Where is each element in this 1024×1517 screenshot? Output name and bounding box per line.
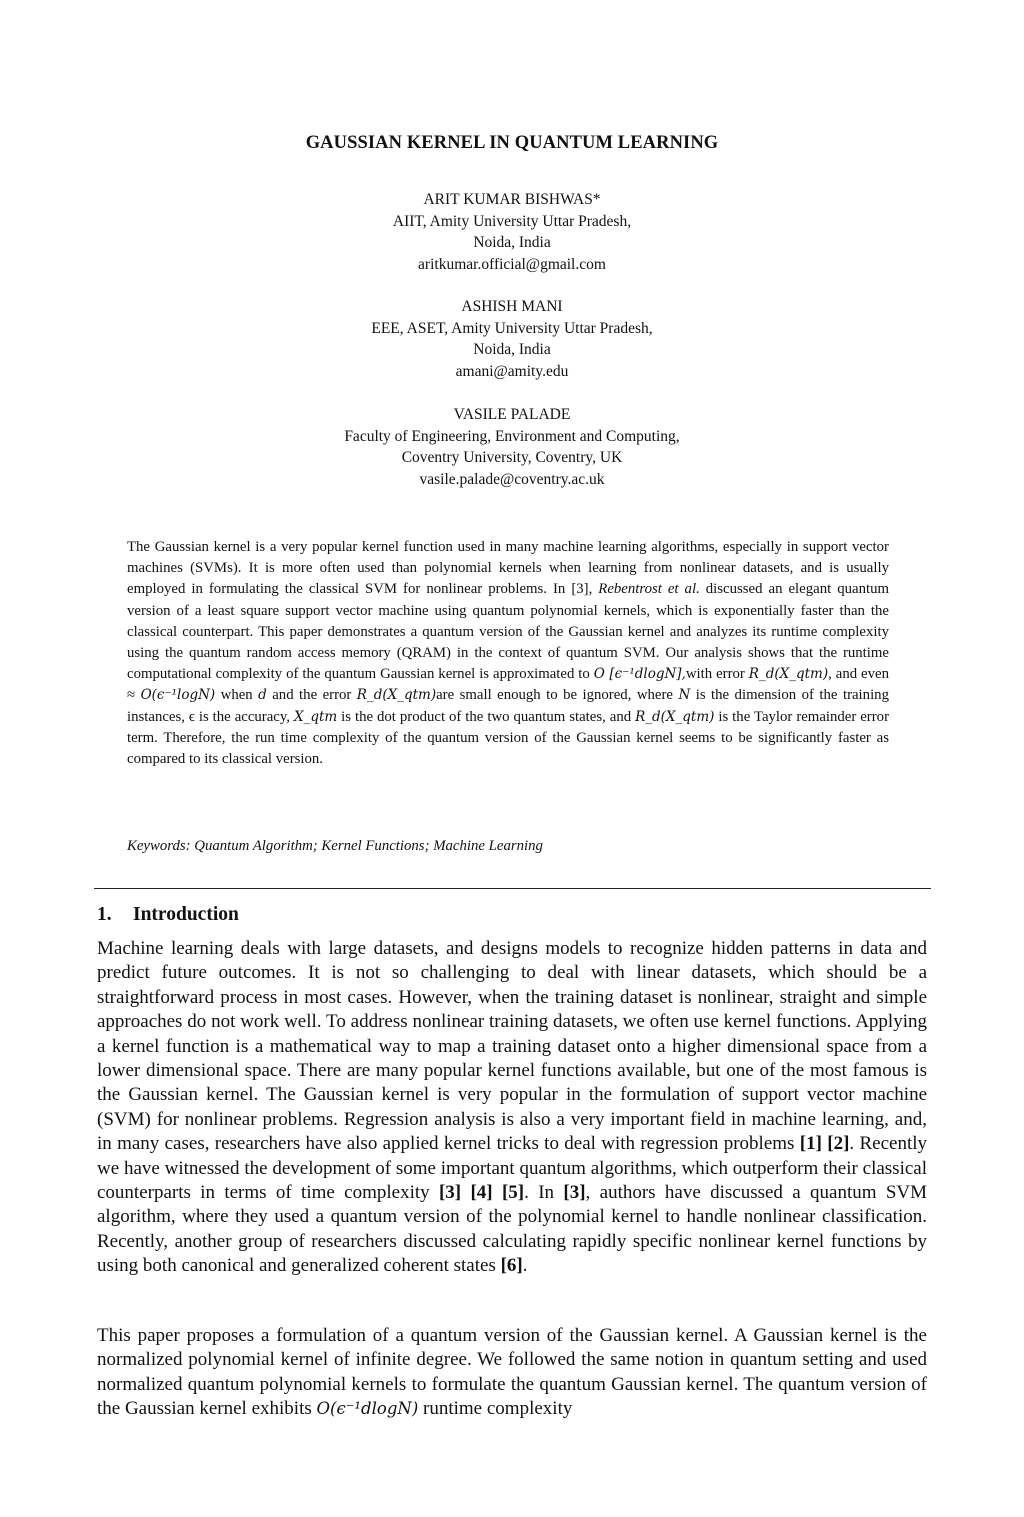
author-affiliation: EEE, ASET, Amity University Uttar Pradesh, (371, 319, 653, 337)
body-text: , authors have discussed a quantum SVM algorithm, where they used a quantum version of the polynomial kernel to handle nonlinear classification. Recently, another group of researchers discussed calculating rapidly specific nonlinear kernel functions by using both canonical and generalized coherent states (97, 1182, 928, 1277)
math-expression: R_d(X_qtm) (635, 708, 715, 725)
citation: [6] (500, 1255, 523, 1277)
body-text: . In (524, 1182, 564, 1204)
abstract-text: , and even ≈ (127, 666, 889, 704)
abstract-text: discussed an elegant quantum version of a least square support vector machine using quantum polynomial kernels, which is exponentially faster than the classical counterpart. This paper demonstrates a quantum version of the Gaussian kernel and analyzes its runtime complexity using the quantum random access memory (QRAM) in the context of quantum SVM. Our analysis shows that the runtime computational complexity of the quantum Gaussian kernel is approximated to (127, 581, 889, 683)
intro-paragraph-2 (97, 1324, 927, 1422)
author-email: aritkumar.official@gmail.com (418, 255, 606, 273)
author-block-3 (0, 404, 1024, 490)
author-location: Noida, India (473, 341, 551, 358)
abstract-text: with error (685, 666, 749, 683)
math-expression: O [ϵ⁻¹dlogN], (593, 666, 686, 683)
abstract-text: The Gaussian kernel is a very popular kernel function used in many machine learning algorithms, especially in support vector machines (SVMs). It is more often used than polynomial kernels when learning from nonlinear datasets, and is usually employed in formulating the classical SVM for nonlinear problems. In [3], (127, 539, 889, 598)
section-number: 1. (97, 904, 112, 925)
citation: [3] (438, 1182, 462, 1204)
author-block-1 (0, 189, 1024, 275)
math-expression: N (678, 687, 691, 704)
math-expression: X_qtm (293, 708, 338, 725)
citation: [1] (799, 1133, 822, 1155)
citation: [3] (563, 1182, 586, 1204)
citation: [4] (470, 1182, 493, 1204)
author-email: vasile.palade@coventry.ac.uk (419, 470, 605, 488)
body-text: runtime complexity (418, 1398, 573, 1420)
abstract-text: is the dot product of the two quantum states, and (337, 708, 636, 725)
body-text: . (522, 1255, 528, 1277)
section-divider (94, 888, 931, 889)
abstract-text: is the dimension of the training instances, ϵ is the accuracy, (127, 687, 889, 725)
abstract-text: are small enough to be ignored, where (436, 687, 679, 704)
math-expression: O(ϵ⁻¹dlogN) (316, 1399, 419, 1419)
math-expression: d (258, 687, 267, 704)
author-affiliation: Faculty of Engineering, Environment and Computing, (344, 427, 680, 445)
citation: [2] (827, 1133, 850, 1155)
math-expression: R_d(X_qtm) (748, 666, 829, 683)
body-text: Machine learning deals with large datasets, and designs models to recognize hidden patterns in data and predict future outcomes. It is not so challenging to deal with linear datasets, which should be a straightforward process in most cases. However, when the training dataset is nonlinear, straight and simple approaches do not work well. To address nonlinear training datasets, we often use kernel functions. Applying a kernel function is a mathematical way to map a training dataset onto a higher dimensional space from a lower dimensional space. There are many popular kernel functions available, but one of the most famous is the Gaussian kernel. The Gaussian kernel is very popular in the formulation of support vector machine (SVM) for nonlinear problems. Regression analysis is also a very important field in machine learning, and, in many cases, researchers have also applied kernel tricks to deal with regression problems (97, 938, 927, 1155)
author-name: ARIT KUMAR BISHWAS* (423, 191, 601, 208)
author-location: Noida, India (473, 234, 551, 251)
author-location: Coventry University, Coventry, UK (401, 449, 623, 466)
body-text: . Recently we have witnessed the development of some important quantum algorithms, which outperform their classical counterparts in terms of time complexity (97, 1133, 928, 1204)
author-block-2 (0, 296, 1024, 382)
intro-paragraph-1 (97, 937, 927, 1279)
abstract-text: is the Taylor remainder error term. Therefore, the run time complexity of the quantum version of the Gaussian kernel seems to be significantly faster as compared to its classical version. (127, 708, 889, 768)
section-heading (97, 904, 239, 926)
citation: [5] (501, 1182, 525, 1204)
author-email: amani@amity.edu (455, 362, 569, 380)
paper-title: GAUSSIAN KERNEL IN QUANTUM LEARNING (305, 133, 719, 153)
author-affiliation: AIIT, Amity University Uttar Pradesh, (392, 212, 632, 230)
author-name: ASHISH MANI (461, 298, 563, 315)
math-expression: O(ϵ⁻¹logN) (140, 687, 216, 704)
section-title: Introduction (133, 904, 239, 925)
math-expression: R_d(X_qtm) (356, 687, 437, 704)
keywords: Keywords: Quantum Algorithm; Kernel Functions; Machine Learning (127, 838, 543, 854)
body-text: This paper proposes a formulation of a quantum version of the Gaussian kernel. A Gaussian kernel is the normalized polynomial kernel of infinite degree. We followed the same notion in quantum setting and used normalized quantum polynomial kernels to formulate the quantum Gaussian kernel. The quantum version of the Gaussian kernel exhibits (97, 1325, 927, 1420)
abstract-author-citation: Rebentrost et al. (598, 581, 700, 598)
abstract-text: and the error (266, 687, 357, 704)
abstract (127, 537, 889, 770)
abstract-text: when (215, 687, 259, 704)
author-name: VASILE PALADE (453, 406, 571, 423)
